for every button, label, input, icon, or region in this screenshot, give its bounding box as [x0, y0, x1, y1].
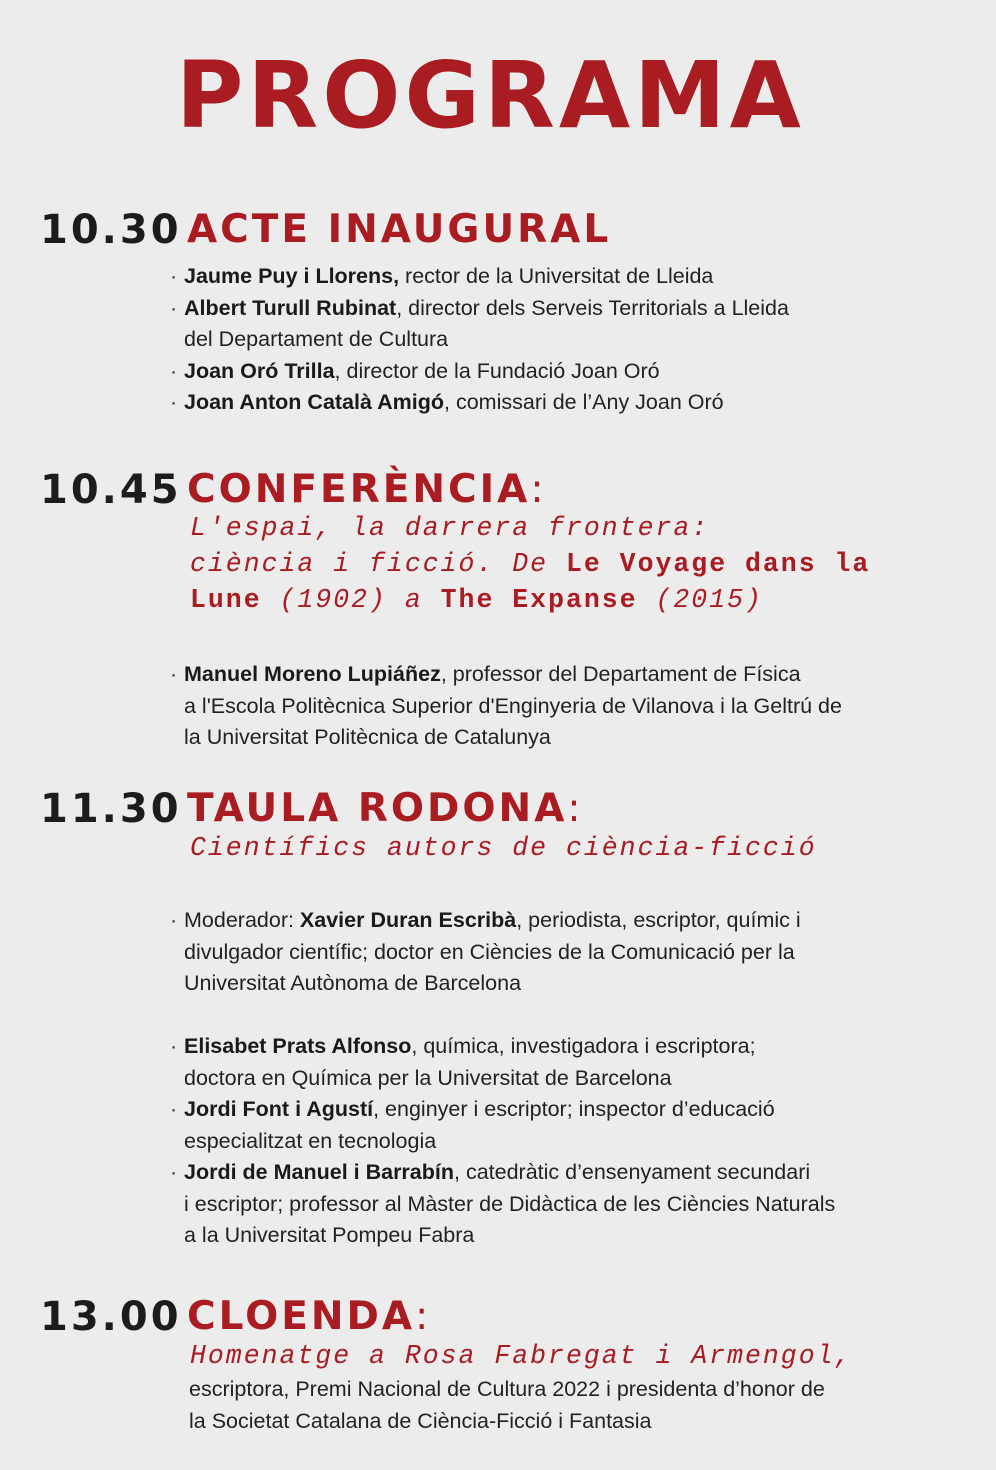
round-table-subtitle: Científics autors de ciència-ficció [190, 833, 817, 863]
time-1045: 10.45 [40, 467, 182, 513]
speaker-list-inaugural [168, 261, 789, 419]
list-item: · Jordi de Manuel i Barrabín, catedràtic d’ensenyament secundari i escriptor; professor al Màster de Didàctica de les Ciències Naturals a la Universitat Pompeu Fabra [168, 1157, 835, 1252]
speaker-list-conferencia [168, 659, 842, 754]
section-heading-taula-rodona: TAULA RODONA: [187, 786, 584, 831]
time-1030: 10.30 [40, 207, 182, 253]
conference-subtitle: L'espai, la darrera frontera: ciència i ficció. De Le Voyage dans la Lune (1902) a The Expanse (2015) [190, 513, 871, 615]
section-heading-acte-inaugural: ACTE INAUGURAL [187, 207, 612, 252]
speaker-list-taula-rodona [168, 1031, 835, 1252]
list-item: · Manuel Moreno Lupiáñez, professor del Departament de Física a l'Escola Politècnica Superior d'Enginyeria de Vilanova i la Geltrú de la Universitat Politècnica de Catalunya [168, 659, 842, 754]
section-heading-cloenda: CLOENDA: [187, 1294, 432, 1339]
list-item: · Joan Anton Català Amigó, comissari de l’Any Joan Oró [168, 387, 789, 419]
time-1130: 11.30 [40, 786, 182, 832]
page-title: PROGRAMA [176, 42, 805, 149]
closing-subtitle: Homenatge a Rosa Fabregat i Armengol, [190, 1341, 853, 1371]
moderator-list [168, 905, 801, 1000]
closing-description: escriptora, Premi Nacional de Cultura 2022 i presidenta d’honor de la Societat Catalana de Ciència-Ficció i Fantasia [189, 1377, 825, 1433]
list-item: · Jaume Puy i Llorens, rector de la Universitat de Lleida [168, 261, 789, 293]
time-1300: 13.00 [40, 1294, 182, 1340]
section-heading-conferencia: CONFERÈNCIA: [187, 467, 547, 512]
list-item: · Elisabet Prats Alfonso, química, investigadora i escriptora; doctora en Química per la Universitat de Barcelona [168, 1031, 835, 1094]
list-item: · Jordi Font i Agustí, enginyer i escriptor; inspector d’educació especialitzat en tecnologia [168, 1094, 835, 1157]
list-item: · Joan Oró Trilla, director de la Fundació Joan Oró [168, 356, 789, 388]
list-item: · Moderador: Xavier Duran Escribà, periodista, escriptor, químic i divulgador científic; doctor en Ciències de la Comunicació per la Universitat Autònoma de Barcelona [168, 905, 801, 1000]
list-item: · Albert Turull Rubinat, director dels Serveis Territorials a Lleida del Departament de Cultura [168, 293, 789, 356]
